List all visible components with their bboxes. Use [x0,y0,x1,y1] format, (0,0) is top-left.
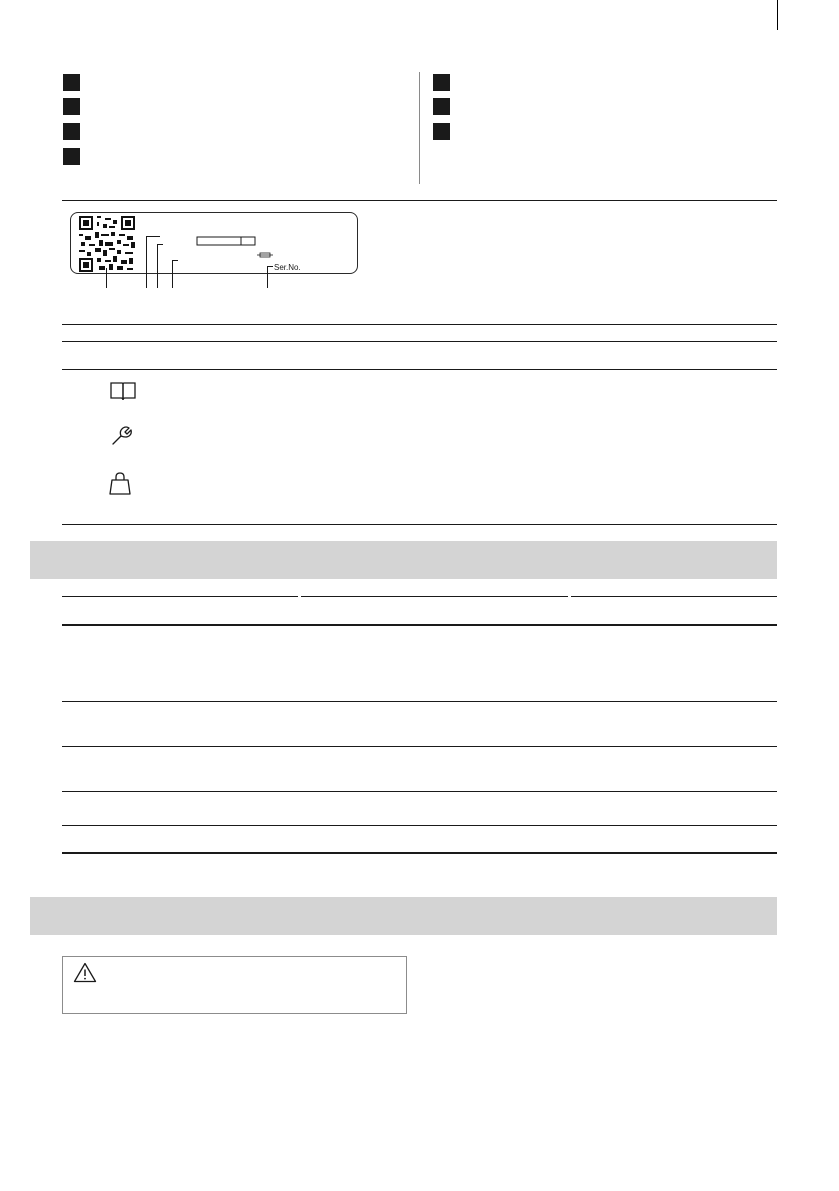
warning-box [62,956,407,1014]
crop-mark [777,0,778,30]
column-divider [419,72,420,184]
info-table-row-rule [62,341,777,342]
data-table-row-rule [62,701,777,702]
qr-code [79,216,135,272]
callout-tick-3 [157,244,163,245]
key-marker-1 [63,74,80,91]
warning-triangle-icon [73,962,97,983]
data-table-top-rule [62,596,777,597]
section-heading-bar [30,897,777,935]
data-table-bottom-rule [62,852,777,854]
callout-tick-4 [172,260,178,261]
column-gap [298,596,301,597]
key-marker-2 [63,98,80,115]
wrench-icon [110,425,132,447]
callout-leader-2 [146,236,147,288]
data-table-row-rule [62,791,777,792]
callout-leader-5 [267,266,268,288]
section-heading-bar [30,541,777,579]
key-marker-5 [433,74,450,91]
callout-leader-1 [106,268,107,288]
data-table-row-rule [62,746,777,747]
plate-fields [140,230,300,265]
data-table-row-rule [62,825,777,826]
info-table-row-rule [62,369,777,370]
info-table-bottom-rule [62,524,777,525]
callout-leader-4 [172,260,173,288]
key-marker-6 [433,98,450,115]
key-marker-4 [63,148,80,165]
callout-leader-3 [157,244,158,288]
info-table-top-rule [62,324,777,325]
section-rule [62,200,777,201]
serial-number-label: Ser.No. [274,263,301,272]
data-table-header-rule [62,624,777,626]
key-marker-7 [433,123,450,140]
callout-tick-2 [146,236,160,237]
key-marker-3 [63,123,80,140]
shopping-bag-icon [108,472,132,496]
column-gap [568,596,571,597]
callout-tick-5 [267,266,273,267]
book-icon [109,380,137,402]
